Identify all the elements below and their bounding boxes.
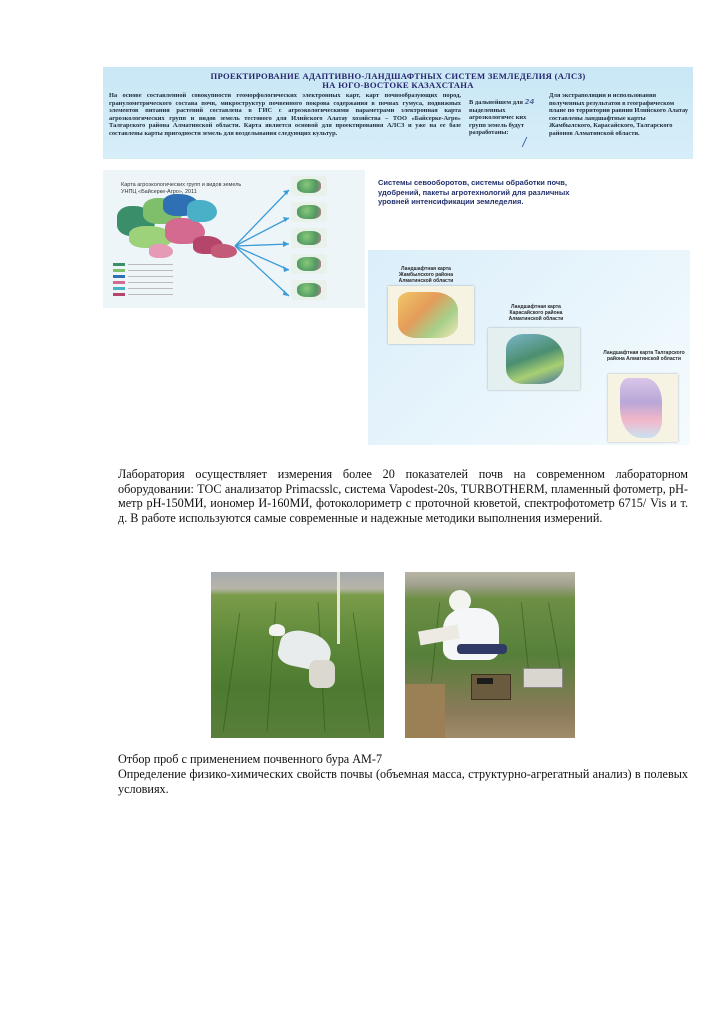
- handwritten-note: 24: [524, 98, 535, 106]
- banner-left-text: На основе составленной совокупности геоморфологических электронных карт, карт почвообразующих пород, гранулометрического состава почв, микроструктур почвенного покрова содержания в почвах гумуса, подвижных элементов питания растений составлена в ГИС с агроэкологическими параметрами электронная карта агроэкологических групп и видов земель тестового для Илийского Алатау хозяйства – ТОО «Байсерке-Агро» Талгарского района Алматинской области. Карта является основой для проектирования АЛСЗ и уже на ее базе составлены карты пригодности земель для возделывания следующих культур.: [109, 92, 461, 137]
- map-legend: [113, 262, 173, 298]
- banner-title: ПРОЕКТИРОВАНИЕ АДАПТИВНО-ЛАНДШАФТНЫХ СИСТЕМ ЗЕМЛЕДЕЛИЯ (АЛСЗ): [210, 71, 586, 81]
- landscape-maps-panel: [368, 250, 690, 445]
- systems-text: Системы севооборотов, системы обработки почв, удобрений, пакеты агротехнологий для различных уровней интенсификации земледелия.: [378, 178, 570, 206]
- caption-sampling: Отбор проб с применением почвенного бура АМ-7: [118, 752, 383, 766]
- caption-analysis: Определение физико-химических свойств почвы (объемная масса, структурно-агрегатный анализ) в полевых условиях.: [118, 767, 688, 796]
- map-title: Карта агроэкологических групп и видов земель УНПЦ «Байсерке-Агро», 2011: [121, 182, 242, 195]
- person-figure: [267, 622, 343, 692]
- laboratory-paragraph: [118, 467, 692, 526]
- banner-right-text: Для экстраполяции и использования полученных результатов в географическом плане по территории равнин Илийского Алатау составлены ландшафтные карты Жамбылского, Карасайского, Талгарского районов Алматинской области.: [549, 92, 689, 137]
- photo-soil-sampling: [211, 572, 384, 738]
- banner-mid-text-a: В дальнейшем для: [469, 99, 523, 106]
- thumbnail-map: [291, 280, 327, 300]
- arrows-icon: [233, 184, 293, 304]
- landscape-map-karasai: [488, 328, 580, 390]
- map-label-zhambyl: Ландшафтная карта Жамбылского района Алматинской области: [398, 266, 454, 284]
- thumbnail-map: [291, 202, 327, 222]
- map-label-karasai: Ландшафтная карта Карасайского района Алматинской области: [508, 304, 564, 322]
- thumbnail-map: [291, 254, 327, 274]
- photo-field-analysis: [405, 572, 575, 738]
- agroecology-map-panel: [103, 170, 365, 308]
- laboratory-text: Лаборатория осуществляет измерения более 20 показателей почв на современном лабораторном оборудовании: ТОС анализатор Primacsslc, система Vapodest-20s, TURBOTHERM, пламенный фотометр, pH-метр pH-150МИ, иономер И-160МИ, фотоколориметр с проточной кюветой, спектрофотометр 6715/ Vis и т. д. В работе используются самые современные и надежные методики выполнения измерений.: [118, 467, 692, 526]
- map-label-talgar: Ландшафтная карта Талгарского района Алматинской области: [603, 350, 685, 362]
- banner-mid-text: [469, 99, 543, 137]
- landscape-map-zhambyl: [388, 286, 474, 344]
- header-banner: [103, 67, 693, 159]
- thumbnail-map: [291, 228, 327, 248]
- thumbnail-map: [291, 176, 327, 196]
- banner-mid-text-b: выделенных агроэкологичес ких групп земель будут разработаны:: [469, 106, 527, 137]
- pen-mark: [522, 137, 535, 147]
- banner-subtitle: НА ЮГО-ВОСТОКЕ КАЗАХСТАНА: [322, 80, 474, 90]
- landscape-map-talgar: [608, 374, 678, 442]
